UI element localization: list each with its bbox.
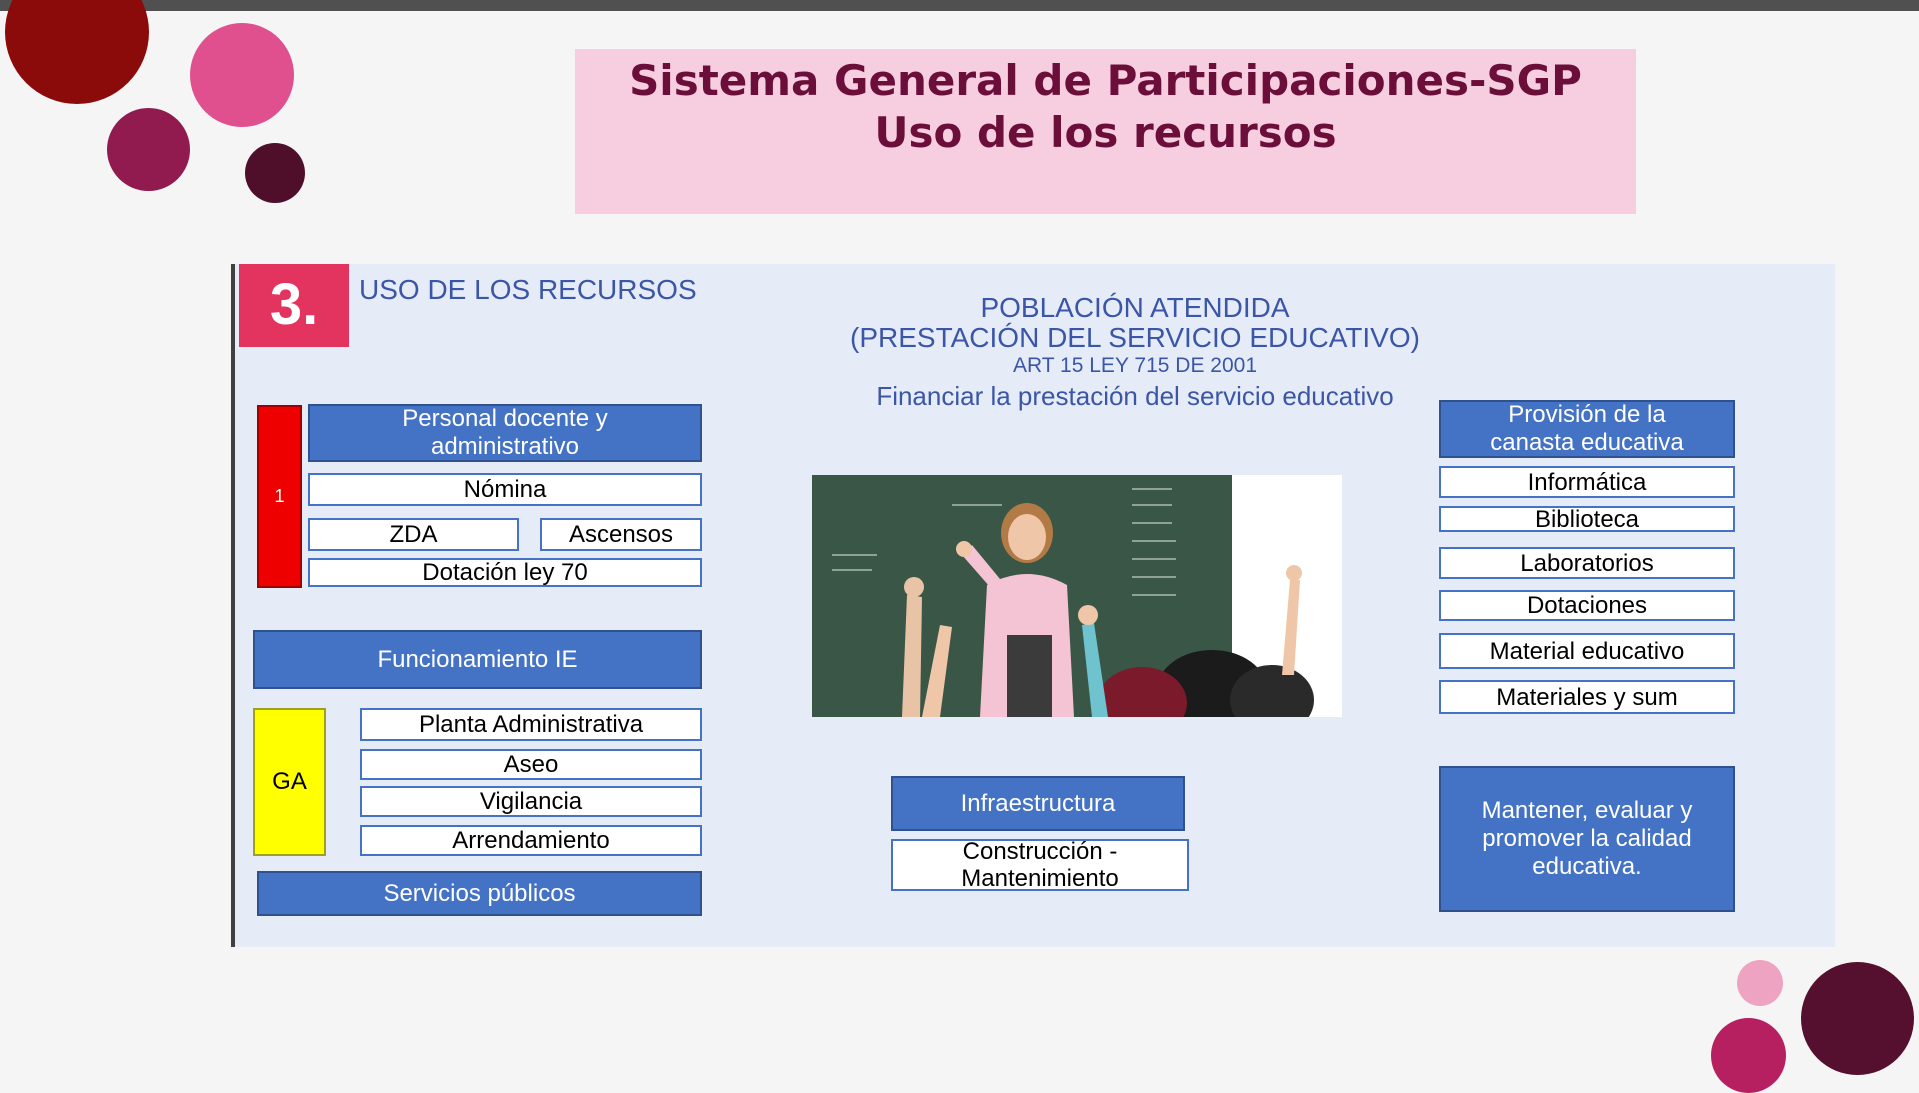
canasta-item-laboratorios: Laboratorios (1439, 547, 1735, 579)
section-number-badge: 3. (239, 264, 349, 347)
marker-yellow-label: GA (272, 768, 307, 795)
marker-red-label: 1 (274, 486, 285, 506)
canasta-header: Provisión de la canasta educativa (1439, 400, 1735, 458)
page-title: Sistema General de Participaciones-SGP (629, 56, 1582, 105)
decor-circle-magenta (107, 108, 190, 191)
center-subtitle: ART 15 LEY 715 DE 2001 (1012, 354, 1257, 377)
construccion-box: Construcción - Mantenimiento (891, 839, 1189, 891)
content-panel (231, 264, 1835, 947)
teacher-classroom-photo (812, 475, 1342, 717)
decor-circle-light-pink (1737, 960, 1783, 1006)
photo-illustration (812, 475, 1342, 717)
dotacion-box: Dotación ley 70 (308, 558, 702, 587)
top-bar (0, 0, 1919, 11)
zda-box: ZDA (308, 518, 519, 551)
personal-header: Personal docente y administrativo (308, 404, 702, 462)
ga-item-aseo: Aseo (360, 749, 702, 780)
decor-circle-plum (245, 143, 305, 203)
servicios-header: Servicios públicos (257, 871, 702, 916)
section-heading: USO DE LOS RECURSOS (359, 274, 697, 305)
page-subtitle: Uso de los recursos (874, 108, 1337, 157)
center-title-2: (PRESTACIÓN DEL SERVICIO EDUCATIVO) (850, 322, 1420, 353)
canasta-item-material: Material educativo (1439, 633, 1735, 669)
calidad-box: Mantener, evaluar y promover la calidad educativa. (1439, 766, 1735, 912)
ga-item-vigilancia: Vigilancia (360, 786, 702, 817)
decor-circle-pink (190, 23, 294, 127)
funcionamiento-header: Funcionamiento IE (253, 630, 702, 689)
center-tagline: Financiar la prestación del servicio educativo (876, 381, 1394, 411)
marker-red (257, 405, 302, 588)
canasta-item-informatica: Informática (1439, 466, 1735, 498)
center-title-1: POBLACIÓN ATENDIDA (980, 292, 1290, 323)
canasta-item-materiales: Materiales y sum (1439, 680, 1735, 714)
canasta-item-biblioteca: Biblioteca (1439, 506, 1735, 532)
ascensos-box: Ascensos (540, 518, 702, 551)
marker-yellow (253, 708, 326, 856)
page-title-box (575, 49, 1636, 214)
ga-item-planta: Planta Administrativa (360, 708, 702, 741)
infraestructura-header: Infraestructura (891, 776, 1185, 831)
decor-circle-magenta-bottom (1711, 1018, 1786, 1093)
ga-item-arrendamiento: Arrendamiento (360, 825, 702, 856)
decor-circle-dark-red (5, 0, 149, 104)
canasta-item-dotaciones: Dotaciones (1439, 590, 1735, 621)
nomina-box: Nómina (308, 473, 702, 506)
decor-circle-plum-large (1801, 962, 1914, 1075)
